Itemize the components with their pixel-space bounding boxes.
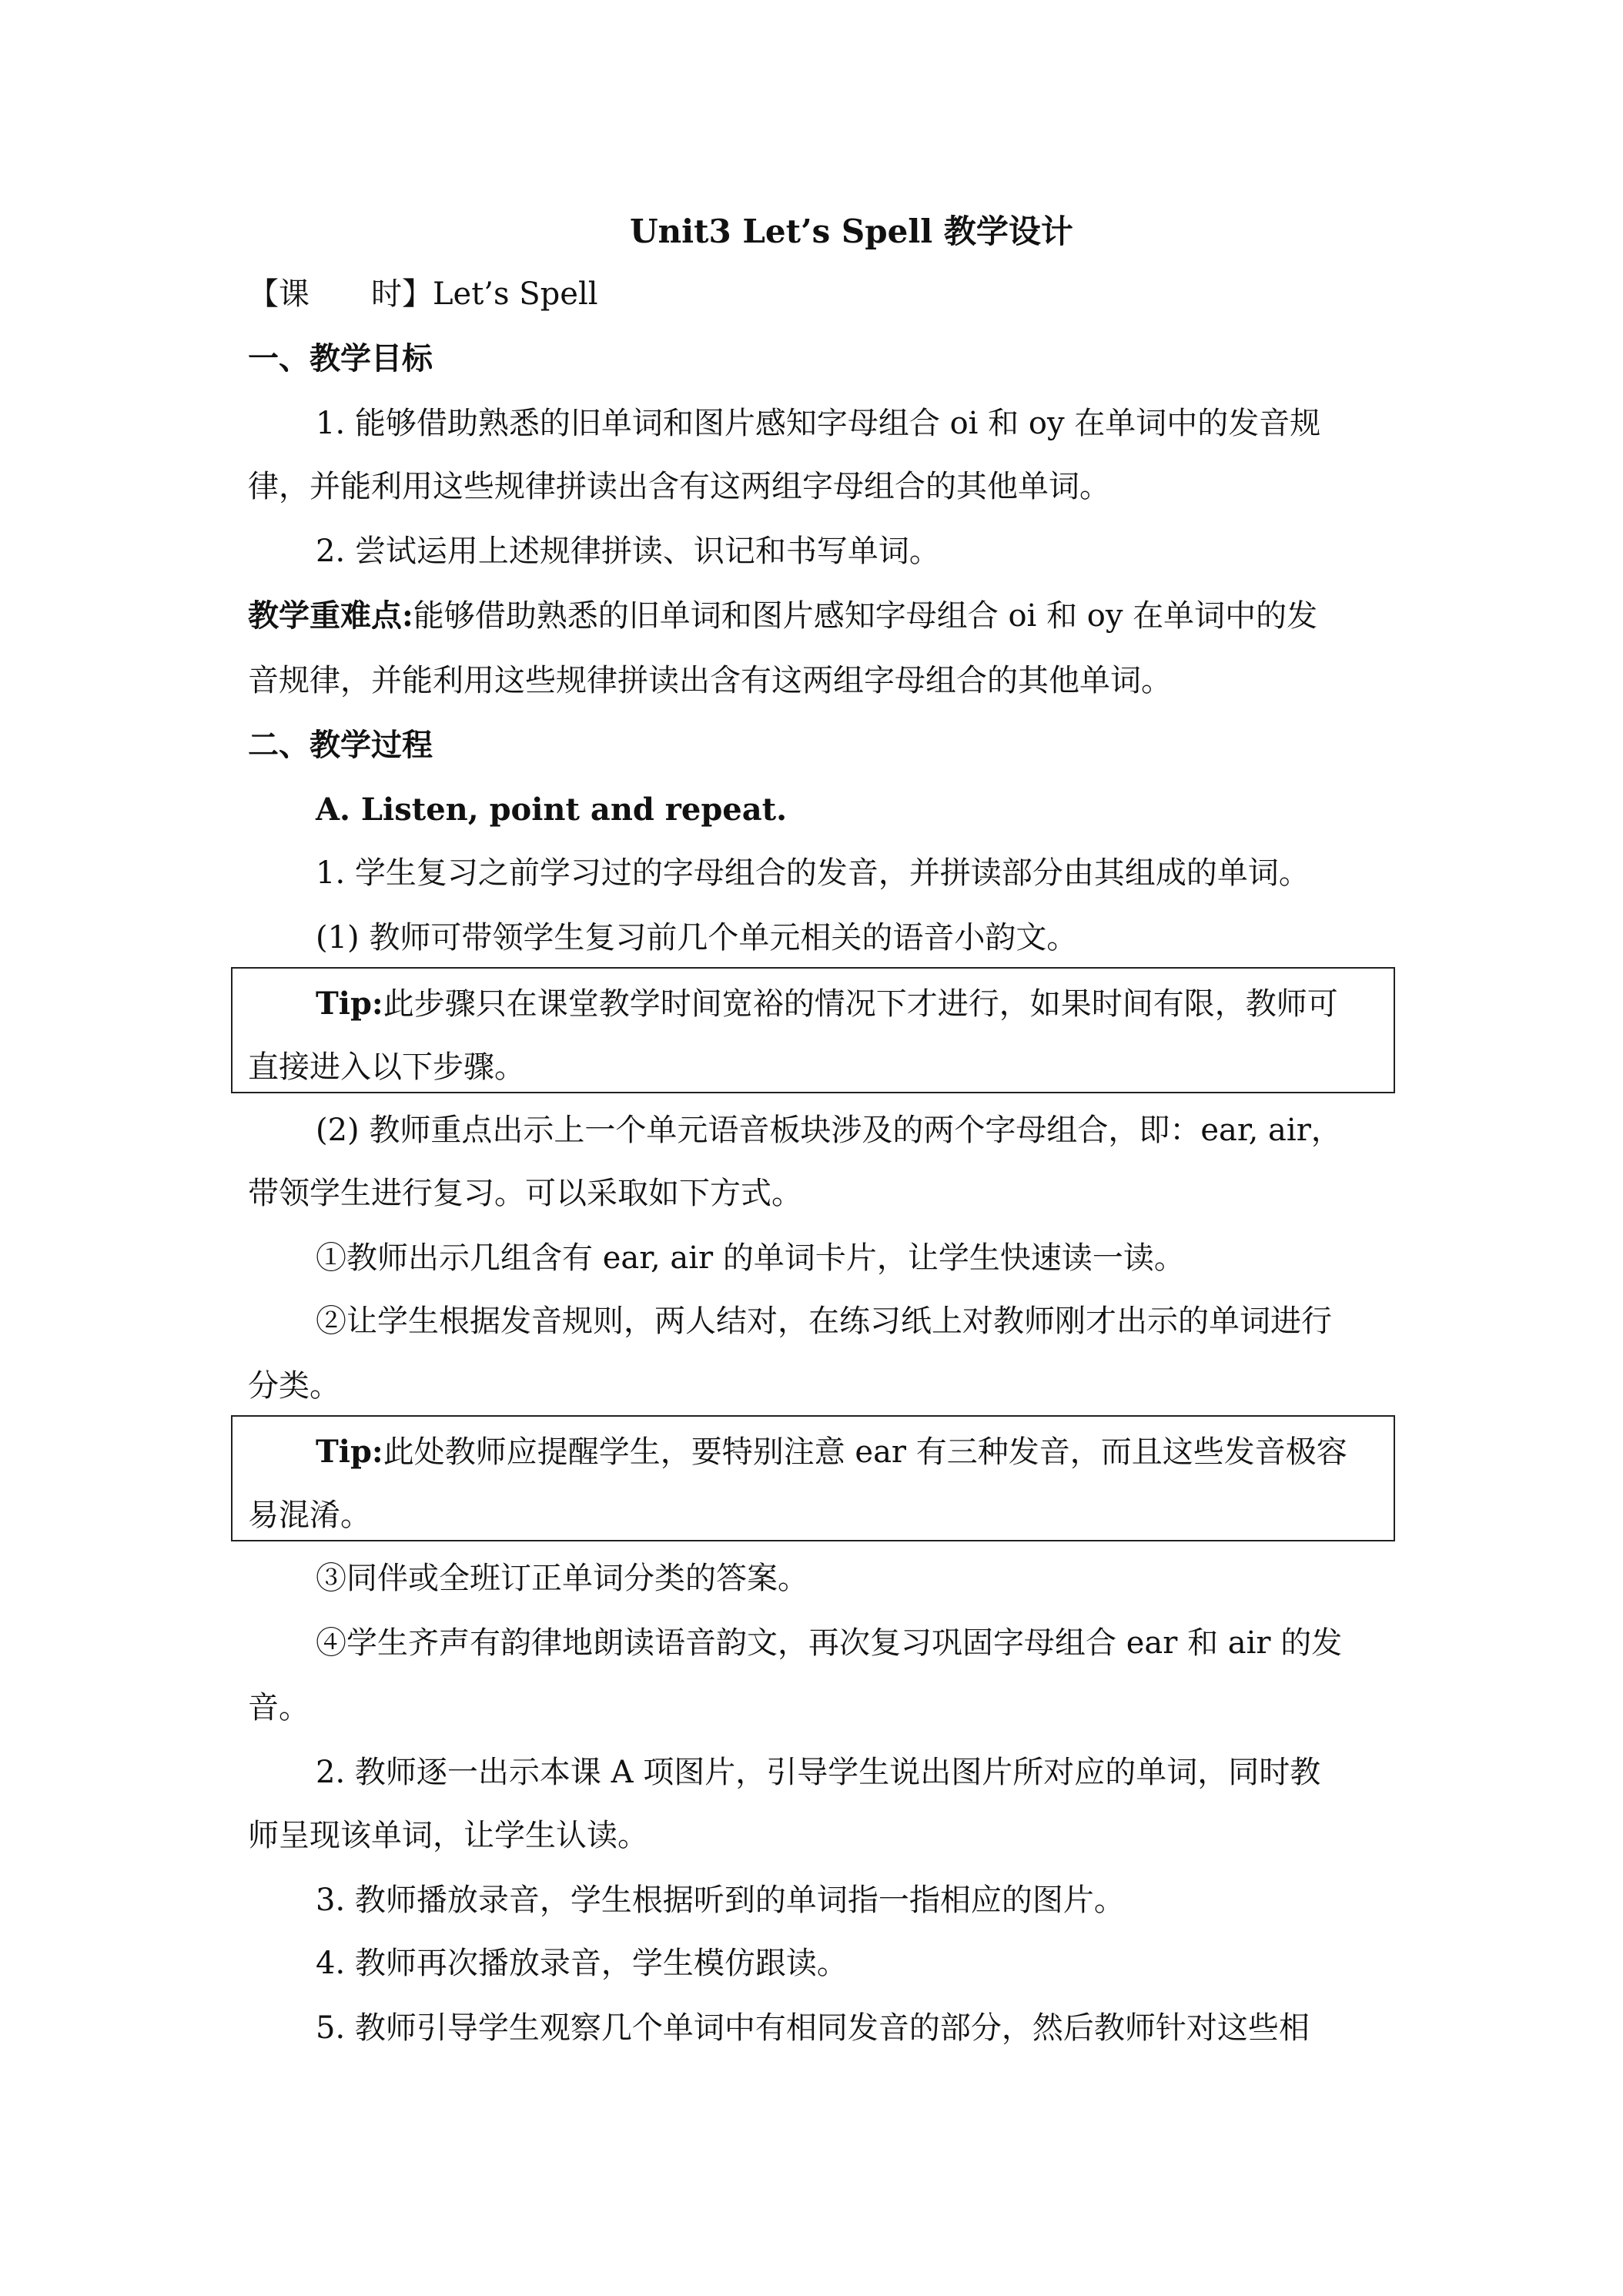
sub-step-1: ①教师出示几组含有 ear, air 的单词卡片，让学生快速读一读。 [316,1240,1185,1276]
step-1-2-line-1: (2) 教师重点出示上一个单元语音板块涉及的两个字母组合，即：ear, air， [316,1113,1342,1148]
lesson-line: 【课 时】Let’s Spell [248,276,598,312]
sub-step-4-line-2: 音。 [248,1690,310,1725]
tip-1-line-2: 直接进入以下步骤。 [248,1049,525,1085]
step-3: 3. 教师播放录音，学生根据听到的单词指一指相应的图片。 [316,1883,1125,1918]
goal-1-line-1: 1. 能够借助熟悉的旧单词和图片感知字母组合 oi 和 oy 在单词中的发音规 [316,406,1321,441]
document-title: Unit3 Let’s Spell 教学设计 [630,213,1073,250]
step-2-line-2: 师呈现该单词，让学生认读。 [248,1818,648,1853]
step-1-1: (1) 教师可带领学生复习前几个单元相关的语音小韵文。 [316,920,1078,956]
tip-box-1 [231,967,1395,1093]
step-1: 1. 学生复习之前学习过的字母组合的发音，并拼读部分由其组成的单词。 [316,855,1310,891]
tip-2-label: Tip: [316,1434,383,1470]
section-heading-goals: 一、教学目标 [248,340,433,377]
key-difficulty-line-2: 音规律，并能利用这些规律拼读出含有这两组字母组合的其他单词。 [248,663,1172,698]
step-2-line-1: 2. 教师逐一出示本课 A 项图片，引导学生说出图片所对应的单词，同时教 [316,1755,1321,1790]
goal-1-line-2: 律，并能利用这些规律拼读出含有这两组字母组合的其他单词。 [248,469,1110,504]
tip-2-text: 此处教师应提醒学生，要特别注意 ear 有三种发音，而且这些发音极容 [383,1434,1347,1470]
tip-box-2 [231,1415,1395,1541]
step-4: 4. 教师再次播放录音，学生模仿跟读。 [316,1946,848,1981]
tip-1-label: Tip: [316,986,383,1022]
subheading-a: A. Listen, point and repeat. [316,792,788,828]
key-difficulty-text: 能够借助熟悉的旧单词和图片感知字母组合 oi 和 oy 在单词中的发 [413,598,1318,634]
step-5: 5. 教师引导学生观察几个单词中有相同发音的部分，然后教师针对这些相 [316,2010,1310,2046]
sub-step-3: ③同伴或全班订正单词分类的答案。 [316,1561,808,1596]
tip-1-text: 此步骤只在课堂教学时间宽裕的情况下才进行，如果时间有限，教师可 [383,986,1338,1022]
step-1-2-line-2: 带领学生进行复习。可以采取如下方式。 [248,1176,802,1211]
key-difficulty-label: 教学重难点: [248,597,413,634]
tip-2-line-1 [316,1434,1347,1470]
section-heading-process: 二、教学过程 [248,727,433,763]
tip-1-line-1 [316,986,1338,1022]
tip-2-line-2: 易混淆。 [248,1498,371,1533]
sub-step-4-line-1: ④学生齐声有韵律地朗读语音韵文，再次复习巩固字母组合 ear 和 air 的发 [316,1625,1343,1661]
key-difficulty-line-1 [248,597,1318,634]
goal-2: 2. 尝试运用上述规律拼读、识记和书写单词。 [316,534,940,569]
sub-step-2-line-1: ②让学生根据发音规则，两人结对，在练习纸上对教师刚才出示的单词进行 [316,1304,1332,1339]
sub-step-2-line-2: 分类。 [248,1368,340,1404]
